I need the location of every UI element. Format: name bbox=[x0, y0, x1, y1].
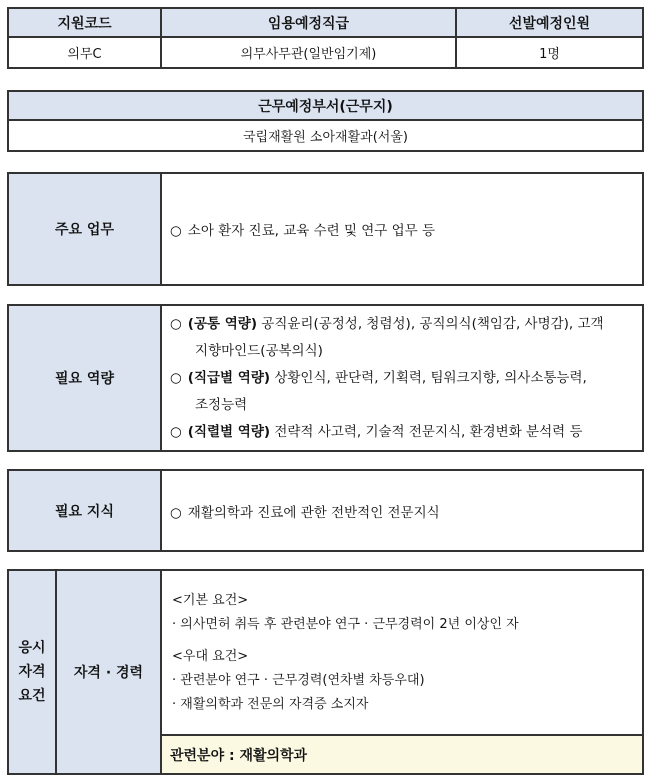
value-code: 의무C bbox=[8, 37, 161, 68]
bullet-circle: ○ bbox=[170, 369, 182, 386]
header-count: 선발예정인원 bbox=[456, 8, 643, 37]
competency-title: (공통 역량) bbox=[187, 315, 257, 332]
bullet-circle: ○ bbox=[170, 423, 182, 440]
competency-item-rank bbox=[170, 365, 634, 392]
recruit-table bbox=[7, 7, 644, 69]
requirements-inner-label: 자격 · 경력 bbox=[56, 570, 161, 774]
competency-text: 전략적 사고력, 기술적 전문지식, 환경변화 분석력 등 bbox=[270, 423, 583, 440]
competency-content bbox=[161, 305, 643, 451]
duty-text: 소아 환자 진료, 교육 수련 및 연구 업무 등 bbox=[187, 223, 436, 239]
value-rank: 의무사무관(일반임기제) bbox=[161, 37, 456, 68]
knowledge-text: 재활의학과 진료에 관한 전반적인 전문지식 bbox=[187, 504, 440, 521]
outer-label-line: 자격 bbox=[18, 664, 46, 680]
bullet-circle: ○ bbox=[170, 315, 182, 332]
competency-title: (직렬별 역량) bbox=[187, 423, 271, 440]
pref-item: · 재활의학과 전문의 자격증 소지자 bbox=[172, 696, 369, 712]
duty-label: 주요 업무 bbox=[8, 173, 161, 285]
pref-title: <우대 요건> bbox=[172, 648, 249, 664]
basic-item: · 의사면허 취득 후 관련분야 연구 · 근무경력이 2년 이상인 자 bbox=[172, 616, 519, 632]
header-code: 지원코드 bbox=[8, 8, 161, 37]
competency-continuation: 조정능력 bbox=[195, 396, 248, 413]
basic-title: <기본 요건> bbox=[172, 592, 249, 608]
pref-item: · 관련분야 연구 · 근무경력(연차별 차등우대) bbox=[172, 672, 425, 688]
competency-title: (직급별 역량) bbox=[187, 369, 271, 386]
competency-text: 공직윤리(공정성, 청렴성), 공직의식(책임감, 사명감), 고객 bbox=[257, 315, 604, 332]
competency-table bbox=[7, 304, 644, 452]
dept-header: 근무예정부서(근무지) bbox=[8, 91, 643, 120]
outer-label-line: 요건 bbox=[18, 688, 46, 704]
duty-content bbox=[161, 173, 643, 285]
value-count: 1명 bbox=[456, 37, 643, 68]
requirements-outer-label bbox=[8, 570, 56, 774]
competency-item-common bbox=[170, 311, 634, 338]
related-field: 관련분야 : 재활의학과 bbox=[161, 735, 643, 774]
dept-value: 국립재활원 소아재활과(서울) bbox=[8, 120, 643, 151]
knowledge-table bbox=[7, 469, 644, 552]
knowledge-label: 필요 지식 bbox=[8, 470, 161, 551]
dept-table bbox=[7, 90, 644, 152]
header-rank: 임용예정직급 bbox=[161, 8, 456, 37]
duty-table bbox=[7, 172, 644, 286]
outer-label-line: 응시 bbox=[18, 640, 46, 656]
competency-continuation: 지향마인드(공복의식) bbox=[195, 342, 323, 359]
knowledge-content bbox=[161, 470, 643, 551]
requirements-content bbox=[161, 570, 643, 735]
competency-text: 상황인식, 판단력, 기획력, 팀워크지향, 의사소통능력, bbox=[270, 369, 587, 386]
bullet-circle: ○ bbox=[170, 223, 182, 239]
competency-label: 필요 역량 bbox=[8, 305, 161, 451]
bullet-circle: ○ bbox=[170, 504, 182, 521]
requirements-table bbox=[7, 569, 644, 775]
competency-item-series bbox=[170, 419, 634, 446]
